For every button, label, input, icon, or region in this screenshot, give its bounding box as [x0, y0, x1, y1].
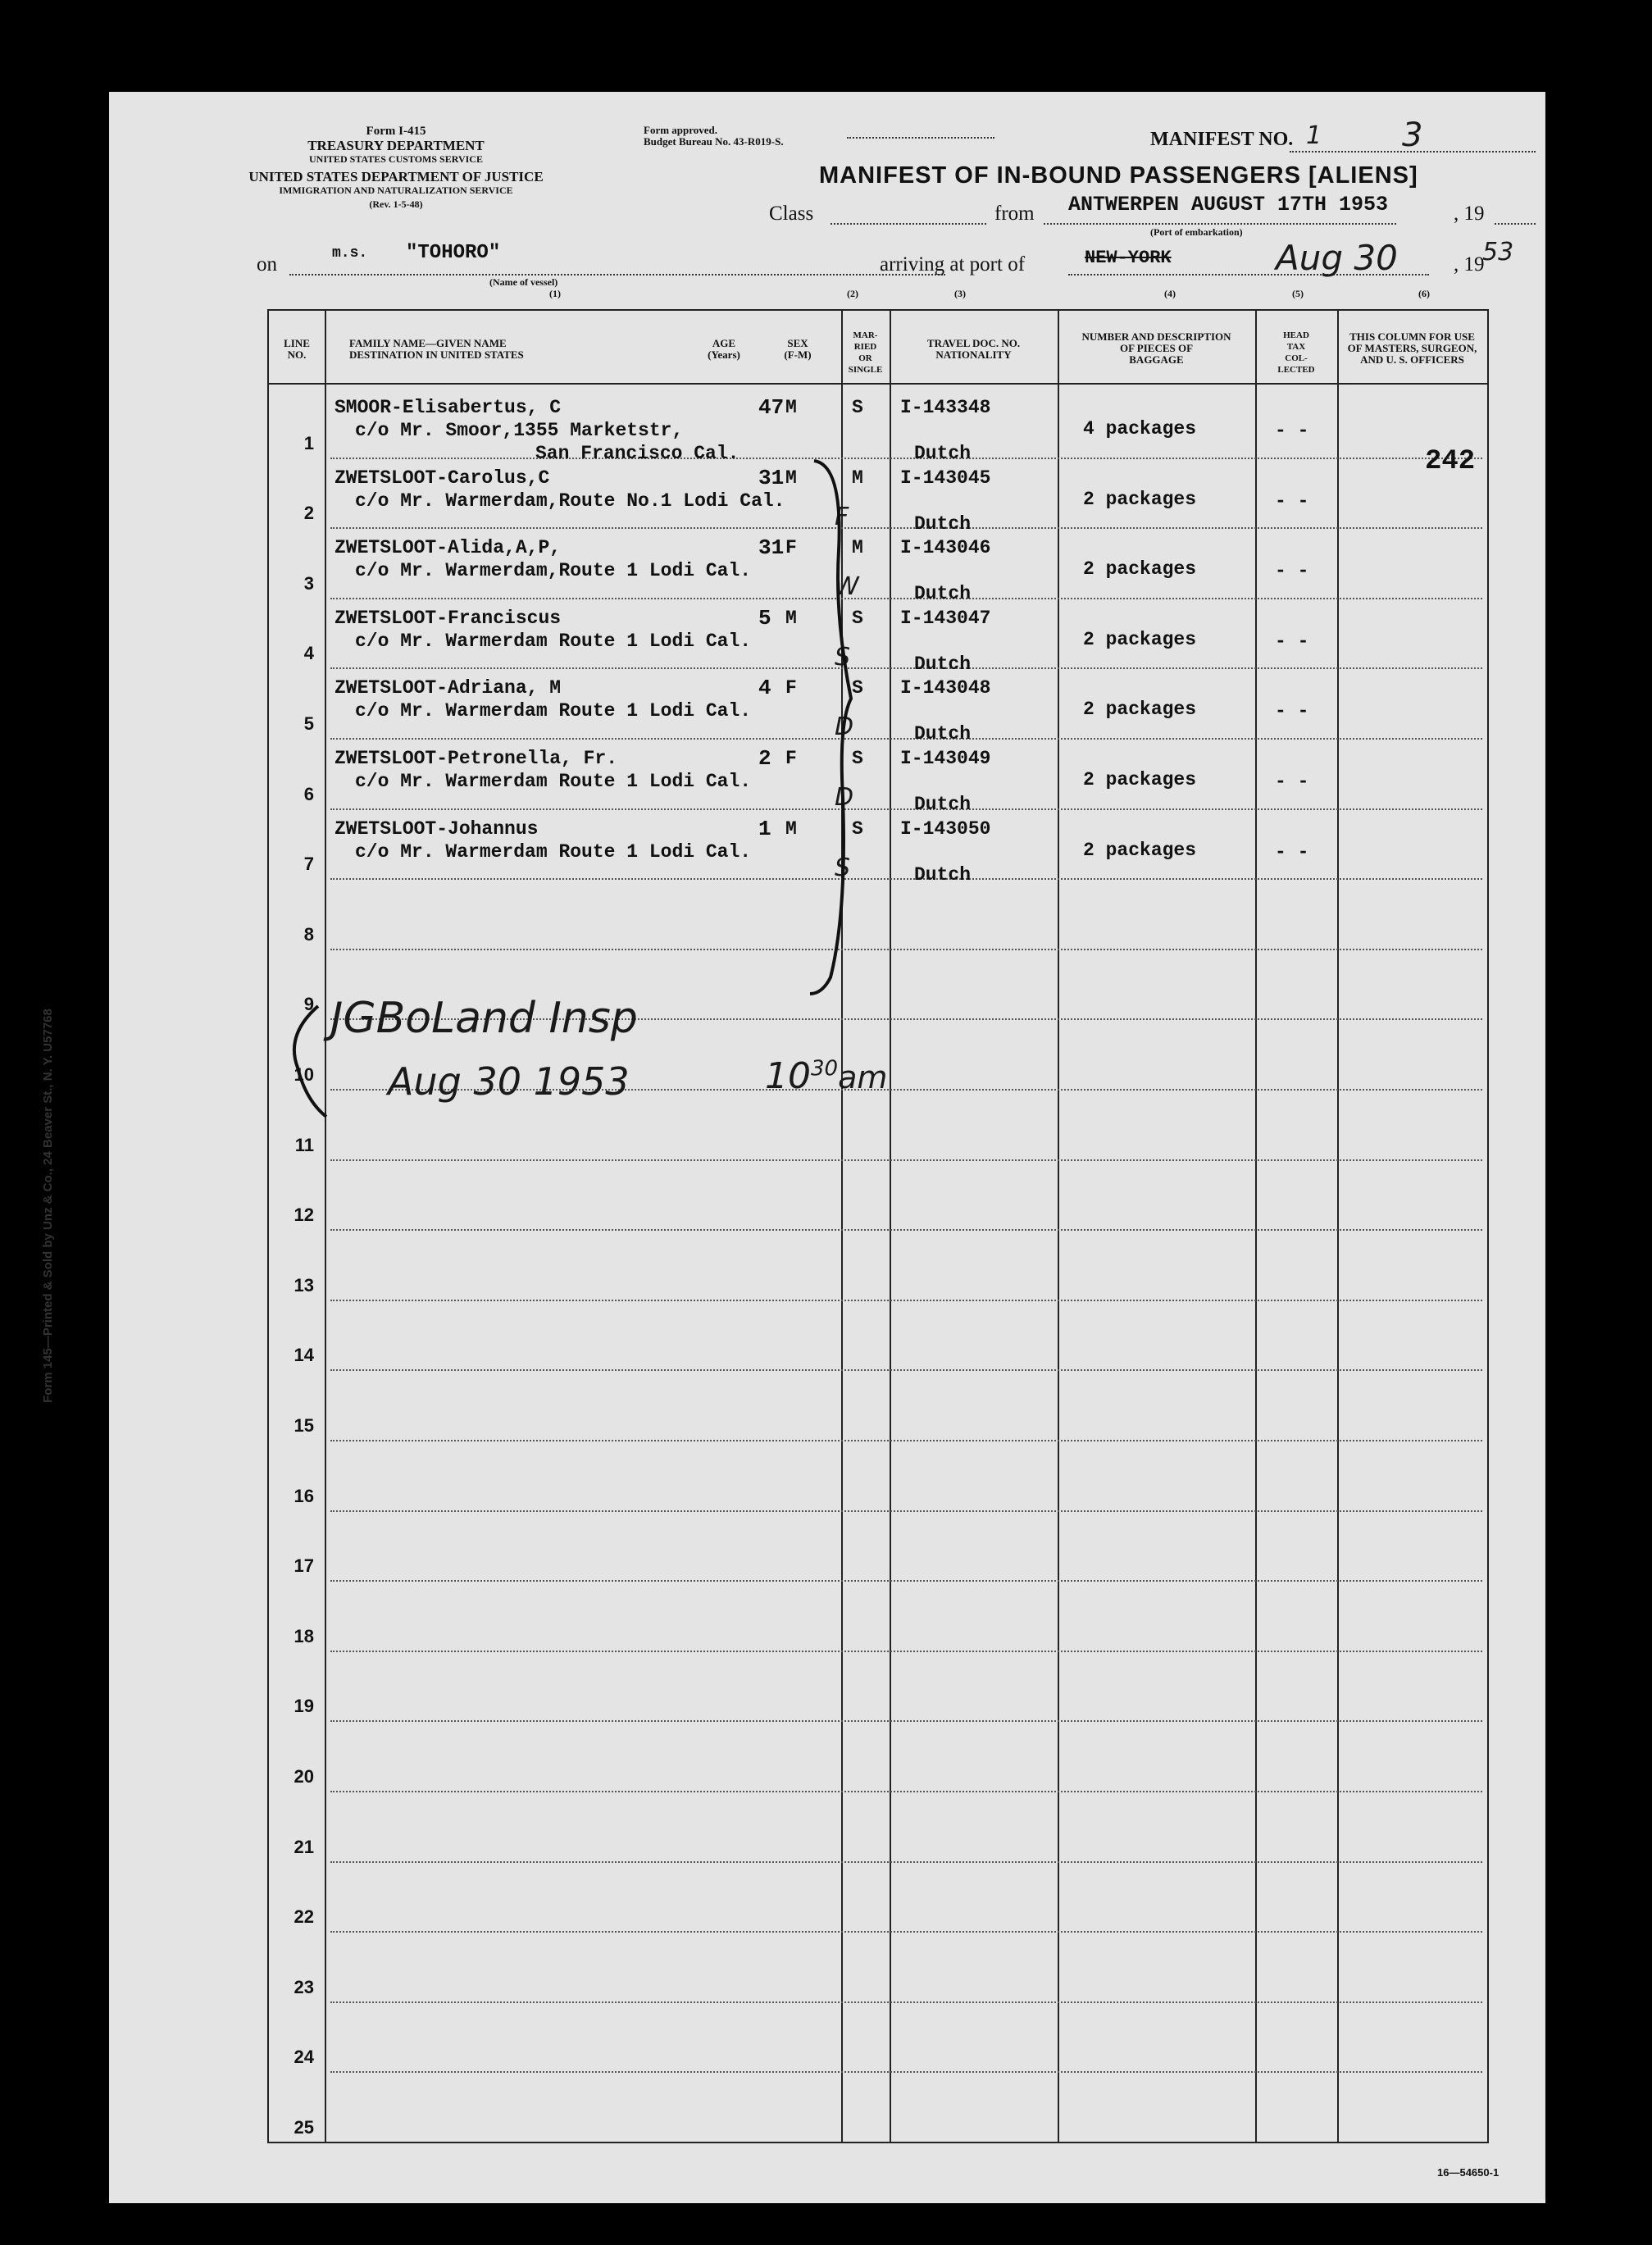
line-number: 10: [294, 1064, 314, 1085]
travel-doc-no: I-143050: [900, 817, 991, 840]
col-head-line: LINE NO.: [284, 337, 310, 361]
arriving-label: arriving at port of: [880, 253, 1026, 276]
arrival-date-handwritten: Aug 30: [1276, 238, 1398, 278]
passenger-name: ZWETSLOOT-Johannus: [334, 817, 539, 840]
col-divider-tax: [1255, 309, 1257, 2143]
col-num-6: (6): [1418, 288, 1430, 299]
travel-doc-no: I-143049: [900, 748, 991, 769]
row-divider: [330, 1300, 1482, 1301]
passenger-age: 1: [758, 816, 771, 841]
treasury-dept: TREASURY DEPARTMENT: [307, 138, 485, 153]
from-year: , 19: [1454, 203, 1485, 225]
passenger-sex: F: [785, 677, 797, 699]
col-head-travel-doc: TRAVEL DOC. NO. NATIONALITY: [926, 337, 1021, 361]
passenger-marital: S: [852, 817, 863, 840]
arrival-year-handwritten: 53: [1482, 238, 1514, 266]
customs-service: UNITED STATES CUSTOMS SERVICE: [309, 153, 483, 165]
handwritten-mark: S: [835, 853, 851, 882]
printer-imprint: Form 145—Printed & Sold by Unz & Co., 24 Beaver St., N. Y. U57768: [40, 1009, 55, 1403]
travel-doc-no: I-143046: [900, 537, 991, 559]
row-divider: [330, 808, 1482, 810]
row-divider: [330, 949, 1482, 950]
passenger-age: 2: [758, 746, 771, 771]
travel-doc-no: I-143045: [900, 467, 991, 489]
row-divider: [330, 1159, 1482, 1161]
line-number: 18: [294, 1625, 314, 1646]
manifest-no-value: 1: [1306, 121, 1322, 150]
passenger-destination: c/o Mr. Warmerdam,Route No.1 Lodi Cal.: [355, 490, 785, 512]
line-number: 11: [294, 1134, 314, 1155]
family-bracket: [806, 453, 872, 1002]
line-number: 6: [303, 783, 314, 804]
handwritten-mark: S: [835, 642, 851, 672]
passenger-age: 47: [758, 395, 785, 420]
col-head-officers: THIS COLUMN FOR USE OF MASTERS, SURGEON, AND U. S. OFFICERS: [1347, 330, 1477, 366]
head-tax: - -: [1275, 771, 1309, 792]
class-dots: [831, 223, 986, 225]
travel-doc-no: I-143048: [900, 677, 991, 699]
passenger-marital: S: [852, 607, 863, 629]
baggage: 4 packages: [1083, 418, 1197, 439]
head-tax: - -: [1275, 490, 1309, 512]
inspection-time-minutes: 30: [811, 1056, 839, 1082]
row-divider: [330, 458, 1482, 459]
from-dots: [1044, 223, 1396, 225]
passenger-marital: M: [852, 537, 863, 559]
col-num-5: (5): [1292, 288, 1304, 299]
revision: (Rev. 1-5-48): [369, 198, 423, 210]
justice-dept: UNITED STATES DEPARTMENT OF JUSTICE: [248, 169, 544, 184]
row-divider: [330, 1651, 1482, 1652]
officer-number: 242: [1425, 446, 1476, 477]
passenger-sex: F: [785, 537, 797, 559]
passenger-age: 5: [758, 605, 771, 631]
nationality: Dutch: [914, 583, 972, 605]
baggage: 2 packages: [1083, 558, 1197, 581]
col-head-head-tax: HEAD TAX COL- LECTED: [1277, 330, 1315, 375]
baggage: 2 packages: [1083, 769, 1197, 790]
row-divider: [330, 1510, 1482, 1512]
head-tax: - -: [1275, 630, 1309, 652]
row-divider: [330, 527, 1482, 529]
class-label: Class: [769, 203, 814, 225]
form-header-left: [248, 125, 544, 212]
line-number: 23: [294, 1976, 314, 1997]
col-head-age: AGE (Years): [708, 337, 740, 361]
table-right-border: [1487, 309, 1489, 2143]
passenger-marital: M: [852, 467, 863, 489]
form-approval: [644, 125, 784, 148]
line-number: 24: [294, 2047, 314, 2068]
line-number: 3: [303, 572, 314, 594]
head-tax: - -: [1275, 840, 1309, 863]
col-head-married: MAR- RIED OR SINGLE: [848, 330, 883, 375]
manifest-page: [40, 92, 1545, 2203]
line-number: 7: [303, 854, 314, 875]
baggage: 2 packages: [1083, 488, 1197, 510]
table-top-border: [267, 309, 1489, 311]
passenger-name: ZWETSLOOT-Alida,A,P,: [334, 537, 562, 559]
head-tax: - -: [1275, 560, 1309, 582]
head-tax: - -: [1275, 700, 1309, 722]
row-divider: [330, 878, 1482, 880]
approval-dots: [847, 137, 994, 139]
table-left-border: [267, 309, 269, 2143]
row-divider: [330, 2071, 1482, 2073]
line-number: 8: [303, 923, 314, 945]
inspection-time-hour: 10: [765, 1055, 811, 1097]
passenger-destination-2: San Francisco Cal.: [535, 443, 740, 464]
baggage: 2 packages: [1083, 699, 1197, 721]
col-head-sex: SEX (F-M): [784, 337, 812, 361]
nationality: Dutch: [914, 863, 972, 886]
arriving-value: NEW-YORK: [1085, 248, 1172, 268]
line-number: 21: [294, 1836, 314, 1857]
passenger-destination: c/o Mr. Warmerdam,Route 1 Lodi Cal.: [355, 560, 752, 582]
arrival-year-prefix: , 19: [1454, 253, 1485, 276]
inspector-bracket-stroke: [281, 1002, 330, 1125]
manifest-no-label: MANIFEST NO.: [1150, 129, 1294, 150]
line-number: 22: [294, 1906, 314, 1928]
travel-doc-no: I-143348: [900, 397, 991, 418]
col-num-2: (2): [847, 288, 858, 299]
travel-doc-no: I-143047: [900, 607, 991, 629]
inspection-date: Aug 30 1953: [388, 1059, 630, 1104]
passenger-sex: M: [785, 607, 797, 629]
handwritten-mark: D: [835, 783, 854, 812]
passenger-name: ZWETSLOOT-Carolus,C: [334, 467, 550, 489]
passenger-destination: c/o Mr. Warmerdam Route 1 Lodi Cal.: [355, 840, 752, 863]
footer-code: 16—54650-1: [1437, 2166, 1500, 2179]
form-number: Form I-415: [366, 125, 426, 138]
manifest-no: [1150, 129, 1293, 151]
approval-line: Form approved.: [644, 124, 718, 136]
passenger-sex: F: [785, 748, 797, 769]
nationality: Dutch: [914, 723, 972, 745]
passenger-sex: M: [785, 467, 797, 489]
passenger-destination: c/o Mr. Warmerdam Route 1 Lodi Cal.: [355, 700, 752, 722]
handwritten-mark: D: [835, 713, 854, 742]
row-divider: [330, 1369, 1482, 1371]
line-number: 16: [294, 1485, 314, 1506]
baggage: 2 packages: [1083, 839, 1197, 861]
col-num-4: (4): [1164, 288, 1176, 299]
row-divider: [330, 667, 1482, 669]
line-number: 12: [294, 1204, 314, 1226]
line-number: 17: [294, 1555, 314, 1577]
passenger-name: ZWETSLOOT-Franciscus: [334, 607, 562, 629]
vessel-caption: (Name of vessel): [489, 276, 558, 288]
line-number: 14: [294, 1345, 314, 1366]
row-divider: [330, 1720, 1482, 1722]
nationality: Dutch: [914, 794, 972, 815]
passenger-age: 31: [758, 535, 785, 561]
table-bottom-border: [267, 2142, 1489, 2143]
line-number: 20: [294, 1766, 314, 1787]
embark-caption: (Port of embarkation): [1150, 226, 1243, 238]
from-year-dots: [1495, 223, 1536, 225]
passenger-name: ZWETSLOOT-Adriana, M: [334, 677, 562, 699]
passenger-destination: c/o Mr. Warmerdam Route 1 Lodi Cal.: [355, 630, 752, 652]
handwritten-mark: W: [835, 572, 859, 602]
line-number: 4: [303, 643, 314, 664]
handwritten-mark: F: [835, 502, 849, 531]
line-number: 13: [294, 1274, 314, 1296]
line-number: 1: [303, 432, 314, 453]
passenger-sex: M: [785, 817, 797, 840]
row-divider: [330, 1580, 1482, 1582]
line-number: 9: [303, 994, 314, 1015]
line-number: 5: [303, 713, 314, 734]
from-value: ANTWERPEN AUGUST 17TH 1953: [1068, 193, 1389, 216]
col-divider-officers: [1337, 309, 1339, 2143]
passenger-age: 4: [758, 676, 771, 701]
row-divider: [330, 598, 1482, 599]
nationality: Dutch: [914, 512, 972, 535]
nationality: Dutch: [914, 443, 972, 464]
line-number: 15: [294, 1415, 314, 1436]
row-divider: [330, 738, 1482, 740]
passenger-destination: c/o Mr. Smoor,1355 Marketstr,: [355, 420, 684, 441]
vessel-prefix: m.s.: [332, 245, 368, 262]
inspection-time-suffix: am: [838, 1059, 888, 1095]
col-head-baggage: NUMBER AND DESCRIPTION OF PIECES OF BAGGAGE: [1081, 330, 1231, 366]
row-divider: [330, 1229, 1482, 1231]
passenger-marital: S: [852, 748, 863, 769]
passenger-age: 31: [758, 465, 785, 490]
on-label: on: [257, 253, 277, 276]
head-tax: - -: [1275, 420, 1309, 441]
col-num-3: (3): [954, 288, 966, 299]
col-divider-baggage: [1058, 309, 1059, 2143]
inspector-signature: JGBoLand Insp: [330, 994, 638, 1043]
passenger-marital: S: [852, 397, 863, 418]
passenger-marital: S: [852, 677, 863, 699]
passenger-destination: c/o Mr. Warmerdam Route 1 Lodi Cal.: [355, 771, 752, 792]
row-divider: [330, 1791, 1482, 1792]
passenger-name: SMOOR-Elisabertus, C: [334, 397, 562, 418]
row-divider: [330, 1931, 1482, 1933]
line-number: 2: [303, 503, 314, 524]
passenger-sex: M: [785, 397, 797, 418]
passenger-name: ZWETSLOOT-Petronella, Fr.: [334, 748, 618, 769]
row-divider: [330, 1440, 1482, 1441]
col-num-1: (1): [549, 288, 561, 299]
table-header-border: [267, 383, 1489, 385]
from-label: from: [994, 203, 1035, 225]
line-number: 19: [294, 1696, 314, 1717]
row-divider: [330, 1861, 1482, 1863]
ins-service: IMMIGRATION AND NATURALIZATION SERVICE: [279, 184, 513, 196]
family-bracket-stroke: [810, 461, 854, 994]
col-divider-line: [325, 309, 326, 2143]
col-head-name: FAMILY NAME—GIVEN NAME DESTINATION IN UNITED STATES: [349, 337, 524, 361]
page-title: MANIFEST OF IN-BOUND PASSENGERS [ALIENS]: [819, 162, 1418, 189]
nationality: Dutch: [914, 653, 972, 675]
manifest-sheet: 3: [1402, 116, 1423, 154]
line-number: 25: [294, 2117, 314, 2138]
col-divider-doc: [890, 309, 891, 2143]
vessel-dots: [289, 274, 945, 276]
inspection-time: [765, 1055, 887, 1097]
vessel-name: "TOHORO": [406, 242, 501, 264]
baggage: 2 packages: [1083, 628, 1197, 650]
budget-bureau: Budget Bureau No. 43-R019-S.: [644, 135, 784, 148]
row-divider: [330, 2001, 1482, 2003]
